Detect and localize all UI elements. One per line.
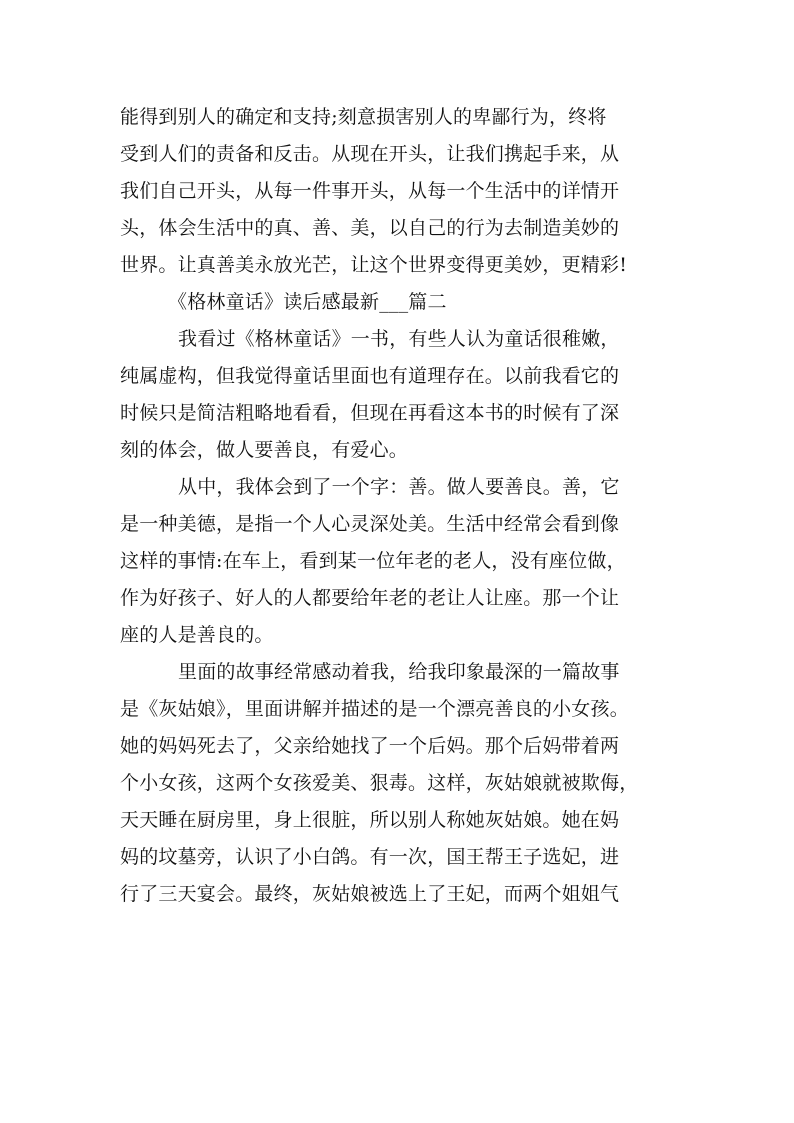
text-line: 座的人是善良的。 <box>120 624 274 646</box>
text-line: 我们自己开头，从每一件事开头，从每一个生活中的详情开 <box>120 180 620 202</box>
paragraph-first-line: 从中，我体会到了一个字：善。做人要善良。善，它 <box>178 476 620 498</box>
paragraph-first-line: 我看过《格林童话》一书，有些人认为童话很稚嫩， <box>178 328 620 350</box>
text-line: 作为好孩子、好人的人都要给年老的老让人让座。那一个让 <box>120 587 620 609</box>
text-line: 是一种美德，是指一个人心灵深处美。生活中经常会看到像 <box>120 513 620 535</box>
text-line: 头，体会生活中的真、善、美，以自己的行为去制造美妙的 <box>120 217 620 239</box>
text-line: 时候只是简洁粗略地看看，但现在再看这本书的时候有了深 <box>120 402 620 424</box>
section-heading: 《格林童话》读后感最新___篇二 <box>168 291 447 313</box>
text-line: 受到人们的责备和反击。从现在开头，让我们携起手来，从 <box>120 143 620 165</box>
text-line: 她的妈妈死去了，父亲给她找了一个后妈。那个后妈带着两 <box>120 735 620 757</box>
text-line: 刻的体会，做人要善良，有爱心。 <box>120 439 409 461</box>
paragraph-first-line: 里面的故事经常感动着我，给我印象最深的一篇故事 <box>178 661 620 683</box>
text-line: 行了三天宴会。最终，灰姑娘被选上了王妃，而两个姐姐气 <box>120 883 620 905</box>
text-line: 纯属虚构，但我觉得童话里面也有道理存在。以前我看它的 <box>120 365 620 387</box>
text-line: 是《灰姑娘》，里面讲解并描述的是一个漂亮善良的小女孩。 <box>120 698 629 720</box>
text-line: 妈的坟墓旁，认识了小白鸽。有一次，国王帮王子选妃，进 <box>120 846 620 868</box>
text-line: 个小女孩，这两个女孩爱美、狠毒。这样，灰姑娘就被欺侮， <box>120 772 639 794</box>
text-line: 能得到别人的确定和支持;刻意损害别人的卑鄙行为，终将 <box>120 106 607 128</box>
text-line: 世界。让真善美永放光芒，让这个世界变得更美妙，更精彩! <box>120 254 628 276</box>
text-line: 这样的事情:在车上，看到某一位年老的老人，没有座位做， <box>120 550 626 572</box>
text-line: 天天睡在厨房里，身上很脏，所以别人称她灰姑娘。她在妈 <box>120 809 620 831</box>
